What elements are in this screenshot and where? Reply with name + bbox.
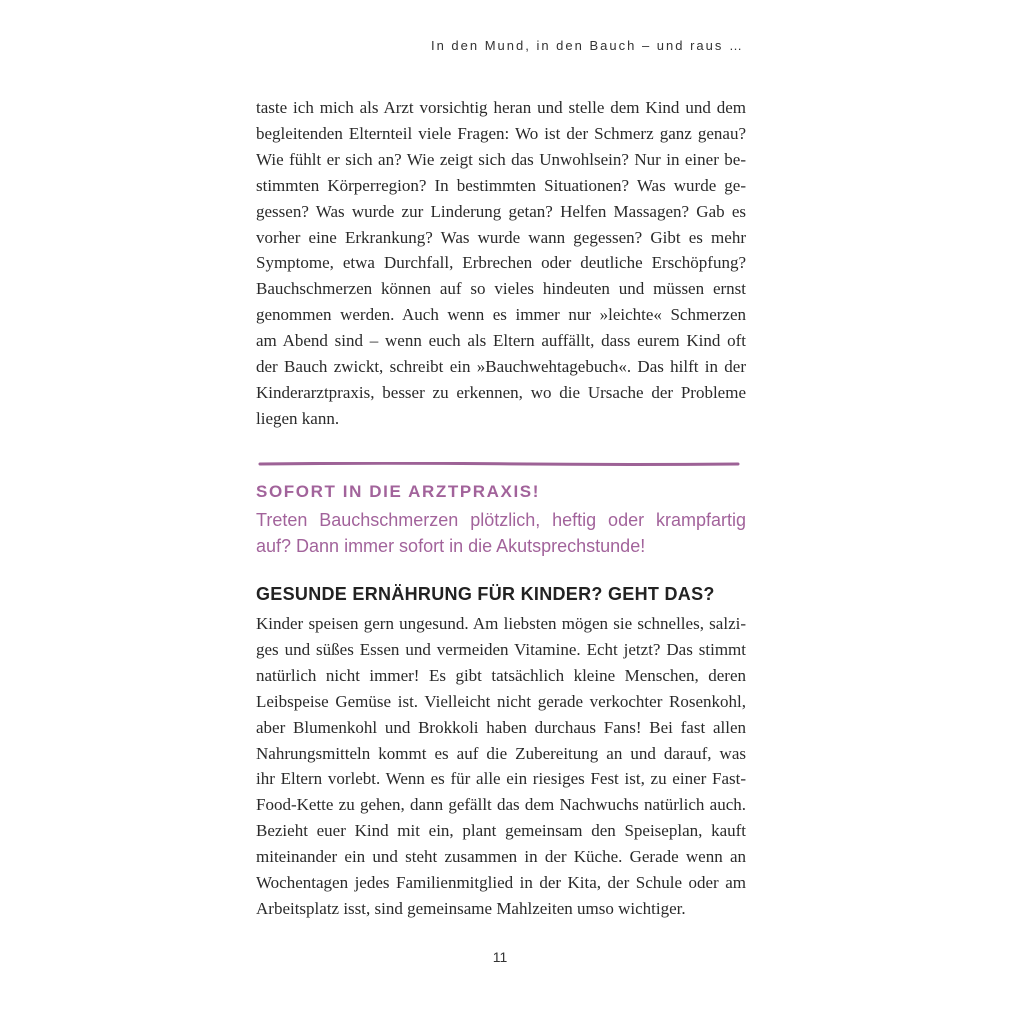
text-line: Symptome, etwa Durchfall, Erbrechen oder deutliche Erschöpfung? <box>256 253 746 273</box>
text-line: Kinder speisen gern ungesund. Am liebsten mögen sie schnelles, salzi- <box>256 614 746 633</box>
text-line: natürlich nicht immer! Es gibt tatsächlich kleine Menschen, deren <box>256 665 746 685</box>
text-line: Kinderarztpraxis, besser zu erkennen, wo die Ursache der Probleme <box>256 382 746 402</box>
section-heading: GESUNDE ERNÄHRUNG FÜR KINDER? GEHT DAS? <box>256 584 715 604</box>
page-number: 11 <box>492 949 508 965</box>
text-line: miteinander ein und steht zusammen in der Küche. Gerade wenn an <box>256 847 746 867</box>
callout-title: SOFORT IN DIE ARZTPRAXIS! <box>256 482 540 501</box>
text-line: der Bauch zwickt, schreibt ein »Bauchwehtagebuch«. Das hilft in der <box>256 357 746 377</box>
text-line: ges und süßes Essen und vermeiden Vitamine. Echt jetzt? Das stimmt <box>256 639 746 659</box>
text-line: taste ich mich als Arzt vorsichtig heran und stelle dem Kind und dem <box>256 98 746 117</box>
text-line: aber Blumenkohl und Brokkoli haben durchaus Fans! Bei fast allen <box>256 717 746 737</box>
running-head: In den Mund, in den Bauch – und raus … <box>430 38 744 53</box>
text-line: Wochentagen jedes Familienmitglied in der Kita, der Schule oder am <box>256 873 746 893</box>
callout-divider <box>258 462 740 466</box>
text-line: gessen? Was wurde zur Linderung getan? Helfen Massagen? Gab es <box>256 201 746 221</box>
callout-line: auf? Dann immer sofort in die Akutsprechstunde! <box>256 535 646 556</box>
text-line: Nahrungsmitteln kommt es auf die Zubereitung an und darauf, was <box>256 743 746 763</box>
callout-line: Treten Bauchschmerzen plötzlich, heftig oder krampfartig <box>256 510 746 530</box>
callout-body <box>256 508 746 559</box>
text-line: Bauchschmerzen können auf so vieles hindeuten und müssen ernst <box>256 279 746 299</box>
text-line: Wie fühlt er sich an? Wie zeigt sich das Unwohlsein? Nur in einer be- <box>256 149 746 169</box>
text-line: Bezieht euer Kind mit ein, plant gemeinsam den Speiseplan, kauft <box>256 821 746 841</box>
text-line: genommen werden. Auch wenn es immer nur »leichte« Schmerzen <box>256 305 746 325</box>
text-line: stimmten Körperregion? In bestimmten Situationen? Was wurde ge- <box>256 175 746 195</box>
text-line: Food-Kette zu gehen, dann gefällt das dem Nachwuchs natürlich auch. <box>256 795 746 815</box>
text-line: liegen kann. <box>256 408 340 428</box>
paragraph-doctor-questions <box>256 95 746 432</box>
text-line: begleitenden Elternteil viele Fragen: Wo ist der Schmerz ganz genau? <box>256 123 746 143</box>
text-line: Arbeitsplatz isst, sind gemeinsame Mahlzeiten umso wichtiger. <box>256 898 686 918</box>
text-line: ihr Eltern vorlebt. Wenn es für alle ein riesiges Fest ist, zu einer Fast- <box>256 769 746 789</box>
text-line: Leibspeise Gemüse ist. Vielleicht nicht gerade verkochter Rosenkohl, <box>256 691 746 711</box>
text-line: am Abend sind – wenn euch als Eltern auffällt, dass eurem Kind oft <box>256 331 746 351</box>
paragraph-nutrition <box>256 611 746 922</box>
text-line: vorher eine Erkrankung? Was wurde wann gegessen? Gibt es mehr <box>256 227 746 247</box>
